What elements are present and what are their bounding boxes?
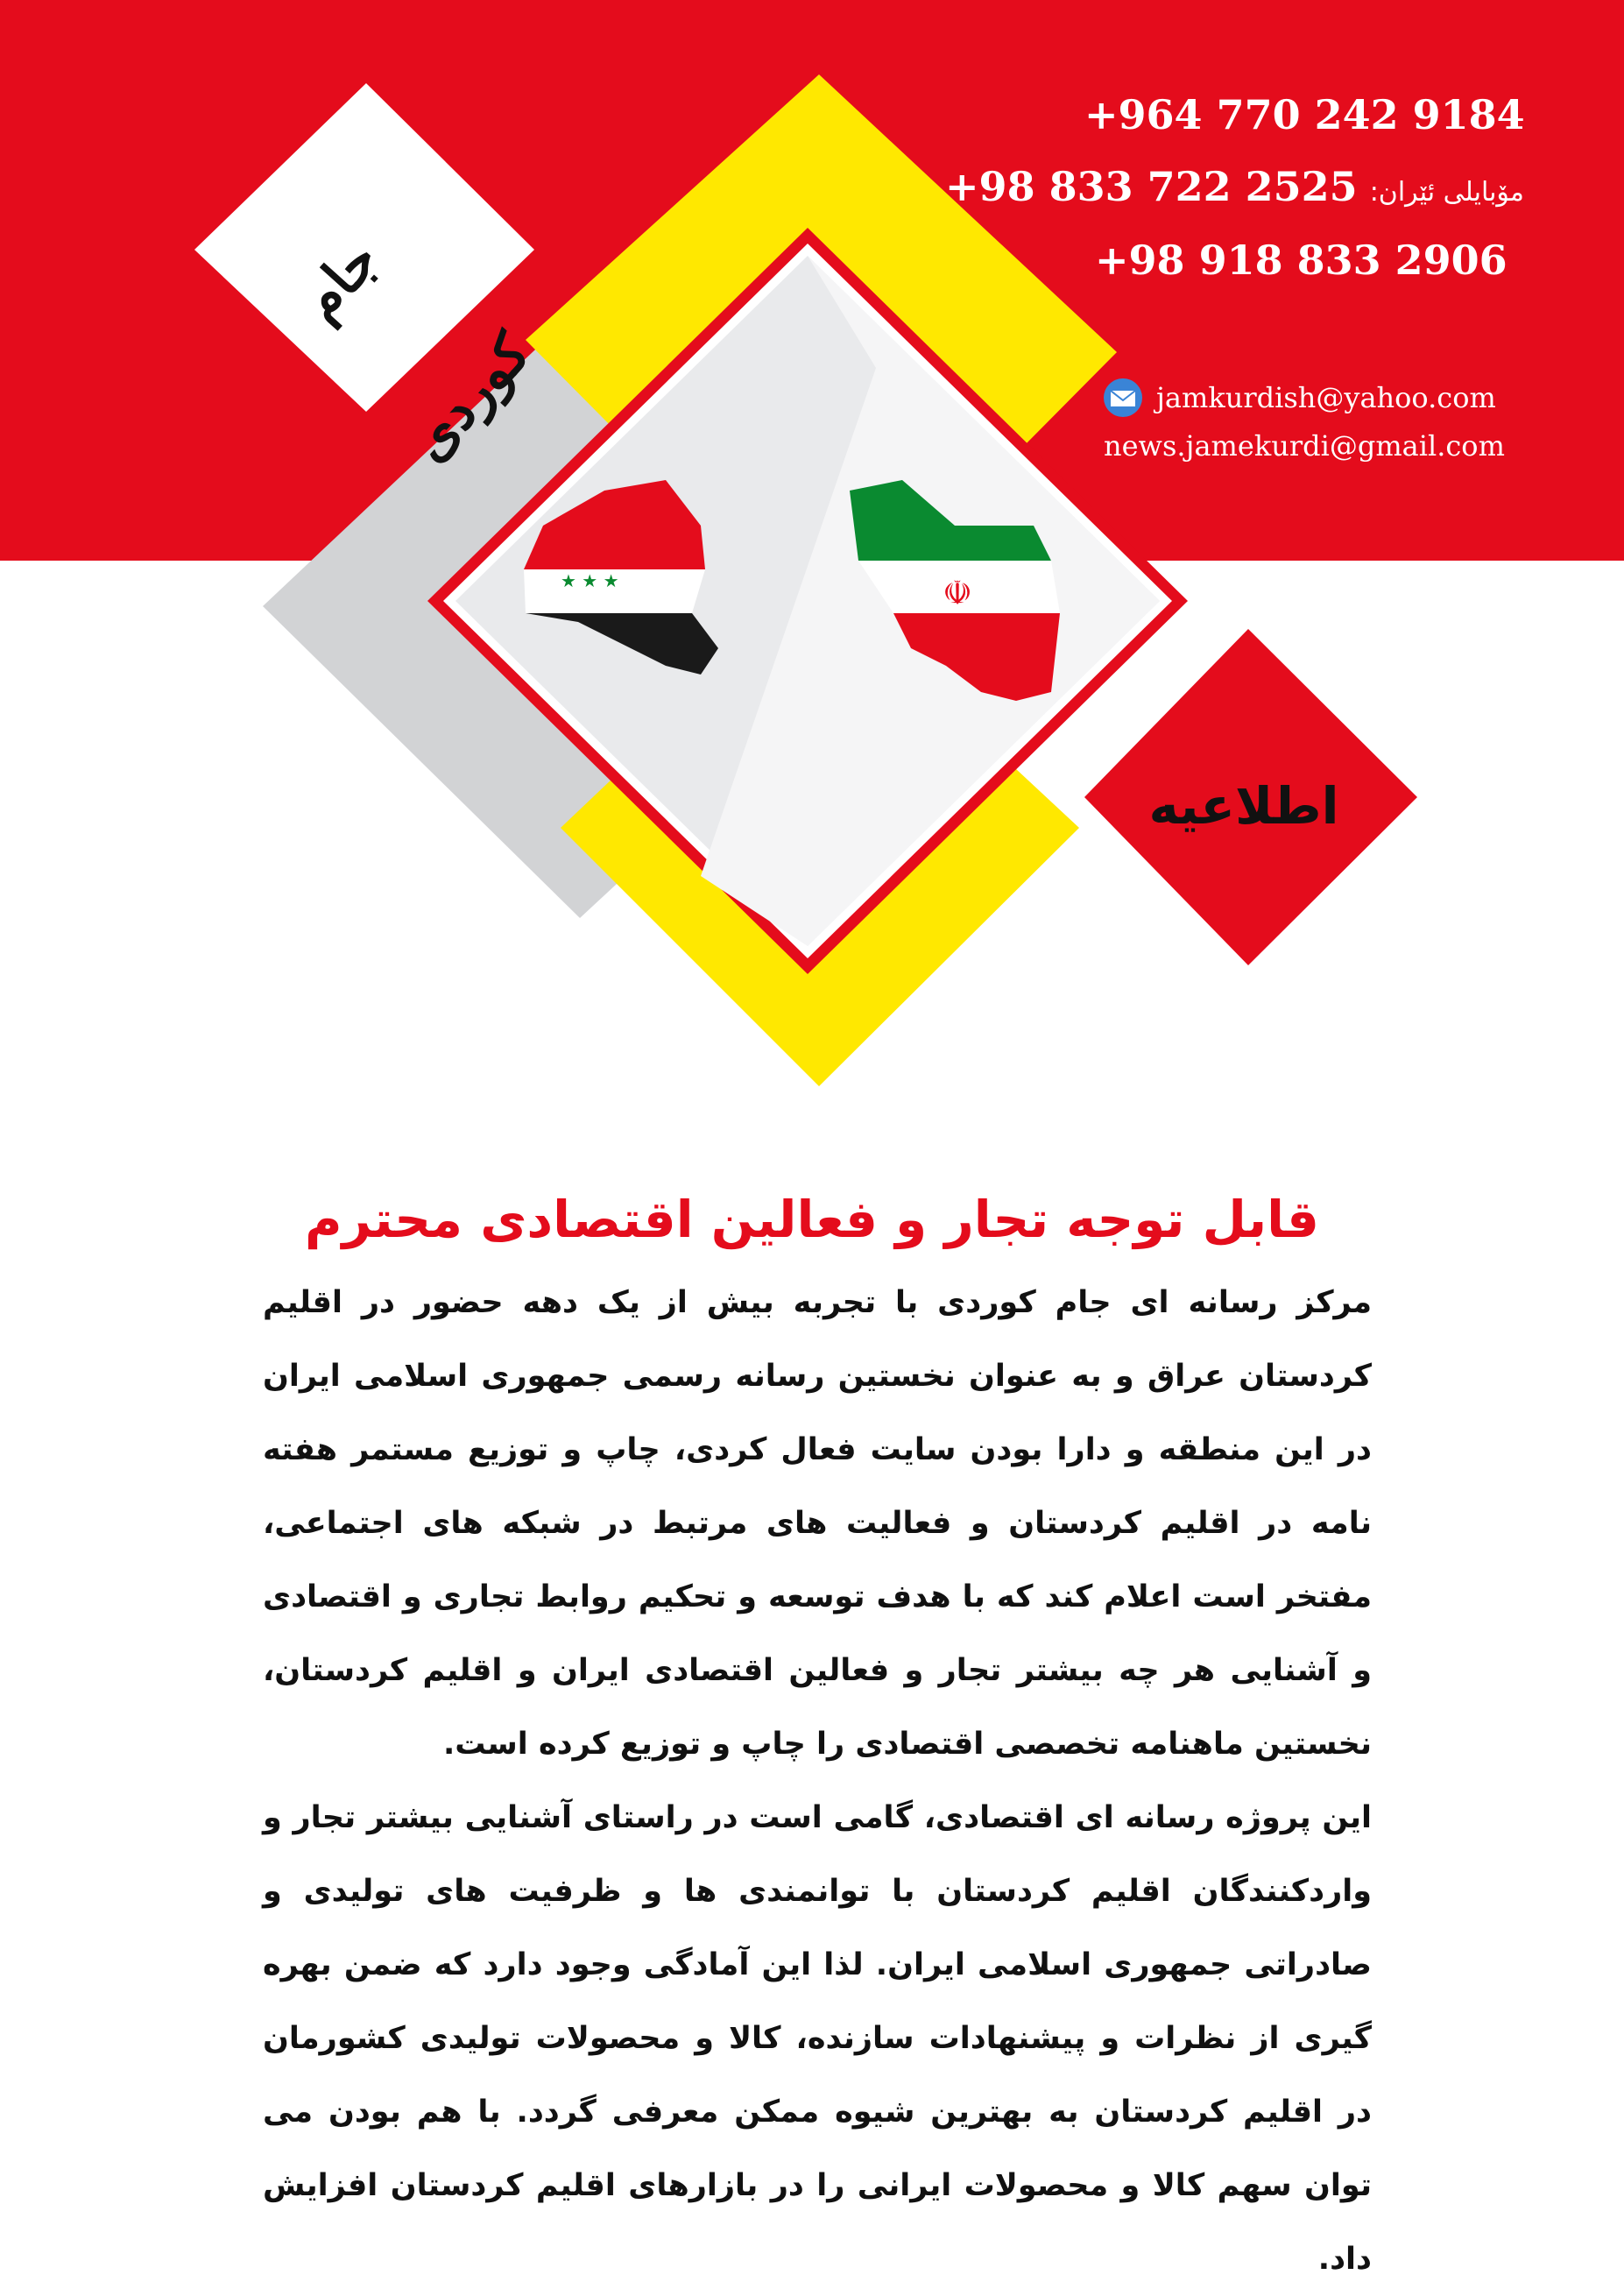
svg-text:★ ★ ★: ★ ★ ★ [561,570,619,591]
body-text [263,1266,1372,2296]
email-icon [1102,377,1144,419]
email-yahoo[interactable]: jamkurdish@yahoo.com [1156,381,1496,414]
body-paragraph-2: این پروژه رسانه ای اقتصادی، گامی است در راستای آشنایی بیشتر تجار و واردکنندگان اقلیم کردستان با توانمندی ها و ظرفیت های تولیدی و صادراتی جمهوری اسلامی ایران. لذا این آمادگی وجود دارد که ضمن بهره گیری از نظرات و پیشنهادات سازنده، کالا و محصولات تولیدی کشورمان در اقلیم کردستان به بهترین شیوه ممکن معرفی گردد. با هم بودن می توان سهم کالا و محصولات ایرانی را در بازارهای اقلیم کردستان افزایش داد. [263,1800,1372,2277]
jam-kurdi-logo: جام کوردی [287,227,543,474]
phone-iran-1[interactable]: +98 833 722 2525 [945,163,1358,210]
phone-iraq[interactable]: +964 770 242 9184 [1084,91,1525,138]
page-heading: قابل توجه تجار و فعالین اقتصادی محترم [305,1190,1319,1249]
email-row [1102,377,1496,419]
svg-text:☫: ☫ [943,574,973,612]
body-paragraph-1: مرکز رسانه ای جام کوردی با تجربه بیش از یک دهه حضور در اقلیم کردستان عراق و به عنوان نخستین رسانه رسمی جمهوری اسلامی ایران در این منطقه و دارا بودن سایت فعال کردی، چاپ و توزیع مستمر هفته نامه در اقلیم کردستان و فعالیت های مرتبط در شبکه های اجتماعی، مفتخر است اعلام کند که با هدف توسعه و تحکیم روابط تجاری و اقتصادی و آشنایی هر چه بیشتر تجار و فعالین اقتصادی ایران و اقلیم کردستان، نخستین ماهنامه تخصصی اقتصادی را چاپ و توزیع کرده است. [263,1285,1372,1762]
phone-iran-label: مۆبایلی ئێران: [1369,177,1524,208]
phone-iran-row [945,163,1524,210]
phone-iran-2[interactable]: +98 918 833 2906 [1095,237,1507,284]
notice-label: اطلاعیه [1148,776,1339,836]
email-gmail[interactable]: news.jamekurdi@gmail.com [1104,429,1505,463]
